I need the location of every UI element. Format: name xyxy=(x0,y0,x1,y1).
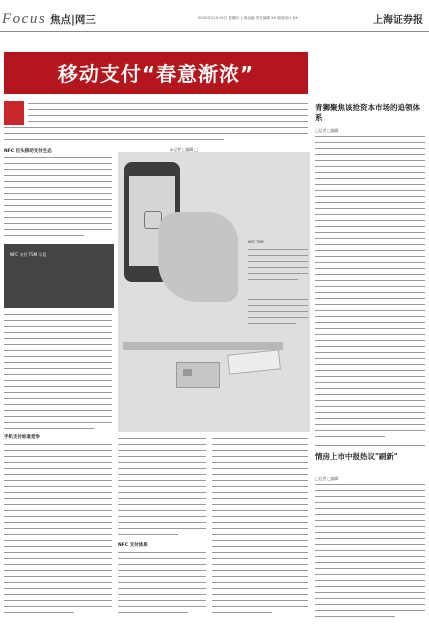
banknote-illustration xyxy=(227,349,281,374)
hand-illustration xyxy=(158,212,238,302)
lead-marker xyxy=(4,101,24,125)
sidebar-author-1: □记者 □编辑 xyxy=(315,128,339,133)
sidebar-headline-1: 青狮聚焦该抢资本市场的追领体系 xyxy=(315,103,420,122)
subhead-1: NFC 巨头移动支付生态 xyxy=(4,149,52,154)
image-callout xyxy=(248,240,308,245)
sidebar-headline-2: 情房上市中报热议"刷新" xyxy=(315,452,398,461)
masthead: 上海证券报 xyxy=(373,15,423,26)
subhead-2: 手机支付标准竞争 xyxy=(4,435,40,440)
dateline: 2020年12月10日 星期四 上海金融 责任编辑 XX 版面设计 XX xyxy=(198,16,298,20)
figure-caption: NFC 支付 TSM 示意 xyxy=(10,252,47,257)
headline-banner xyxy=(4,52,308,94)
subhead-3: NFC 支付体系 xyxy=(118,543,148,548)
sidebar-author-2: □记者 □编辑 xyxy=(315,476,339,481)
article-photo xyxy=(118,152,310,432)
page-header xyxy=(0,0,429,40)
byline: ◎记者 □编辑 □ xyxy=(170,147,199,152)
sidebar-divider xyxy=(315,445,425,446)
section-label: Focus xyxy=(2,11,47,27)
header-rule xyxy=(0,31,429,32)
section-kicker: 焦点|网三 xyxy=(50,14,96,26)
shelf-illustration xyxy=(123,342,283,350)
tsm-figure xyxy=(4,244,114,308)
callout-text: NFC TSM xyxy=(248,240,264,244)
headline: 移动支付“春意渐浓” xyxy=(57,62,255,86)
bank-card-illustration xyxy=(176,362,220,388)
